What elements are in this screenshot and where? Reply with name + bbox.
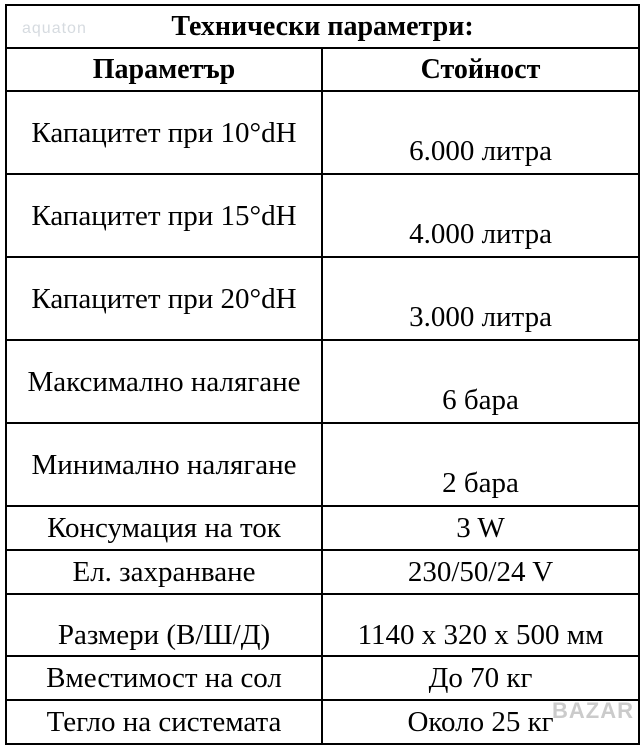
value-cell: 3.000 литра <box>322 257 639 340</box>
parameter-cell: Вместимост на сол <box>6 656 322 700</box>
table-row <box>6 506 639 550</box>
table-title-row <box>6 5 639 48</box>
value-cell: 4.000 литра <box>322 174 639 257</box>
value-cell: 3 W <box>322 506 639 550</box>
table-title: Технически параметри: <box>6 5 639 48</box>
bazar-logo: BAZAR <box>552 698 634 723</box>
parameter-cell: Минимално налягане <box>6 423 322 506</box>
parameter-cell: Размери (В/Ш/Д) <box>6 594 322 656</box>
parameter-cell: Капацитет при 10°dH <box>6 91 322 174</box>
parameter-cell: Ел. захранване <box>6 550 322 594</box>
value-cell: 6.000 литра <box>322 91 639 174</box>
value-cell: 6 бара <box>322 340 639 423</box>
table-row <box>6 700 639 744</box>
table-row <box>6 174 639 257</box>
parameter-cell: Капацитет при 15°dH <box>6 174 322 257</box>
table-row <box>6 257 639 340</box>
table-row <box>6 594 639 656</box>
watermark-text: aquaton <box>22 20 87 37</box>
value-cell: До 70 кг <box>322 656 639 700</box>
table-row <box>6 340 639 423</box>
parameter-cell: Капацитет при 20°dH <box>6 257 322 340</box>
parameter-cell: Максимално налягане <box>6 340 322 423</box>
parameter-cell: Тегло на системата <box>6 700 322 744</box>
table-header-row <box>6 48 639 91</box>
table-row <box>6 550 639 594</box>
technical-parameters-table <box>5 4 640 745</box>
table-row <box>6 91 639 174</box>
value-cell: 1140 х 320 х 500 мм <box>322 594 639 656</box>
value-cell: 230/50/24 V <box>322 550 639 594</box>
parameter-cell: Консумация на ток <box>6 506 322 550</box>
table-row <box>6 423 639 506</box>
value-cell: 2 бара <box>322 423 639 506</box>
column-header-value: Стойност <box>322 48 639 91</box>
table-row <box>6 656 639 700</box>
value-cell: Около 25 кг <box>322 700 639 744</box>
column-header-parameter: Параметър <box>6 48 322 91</box>
